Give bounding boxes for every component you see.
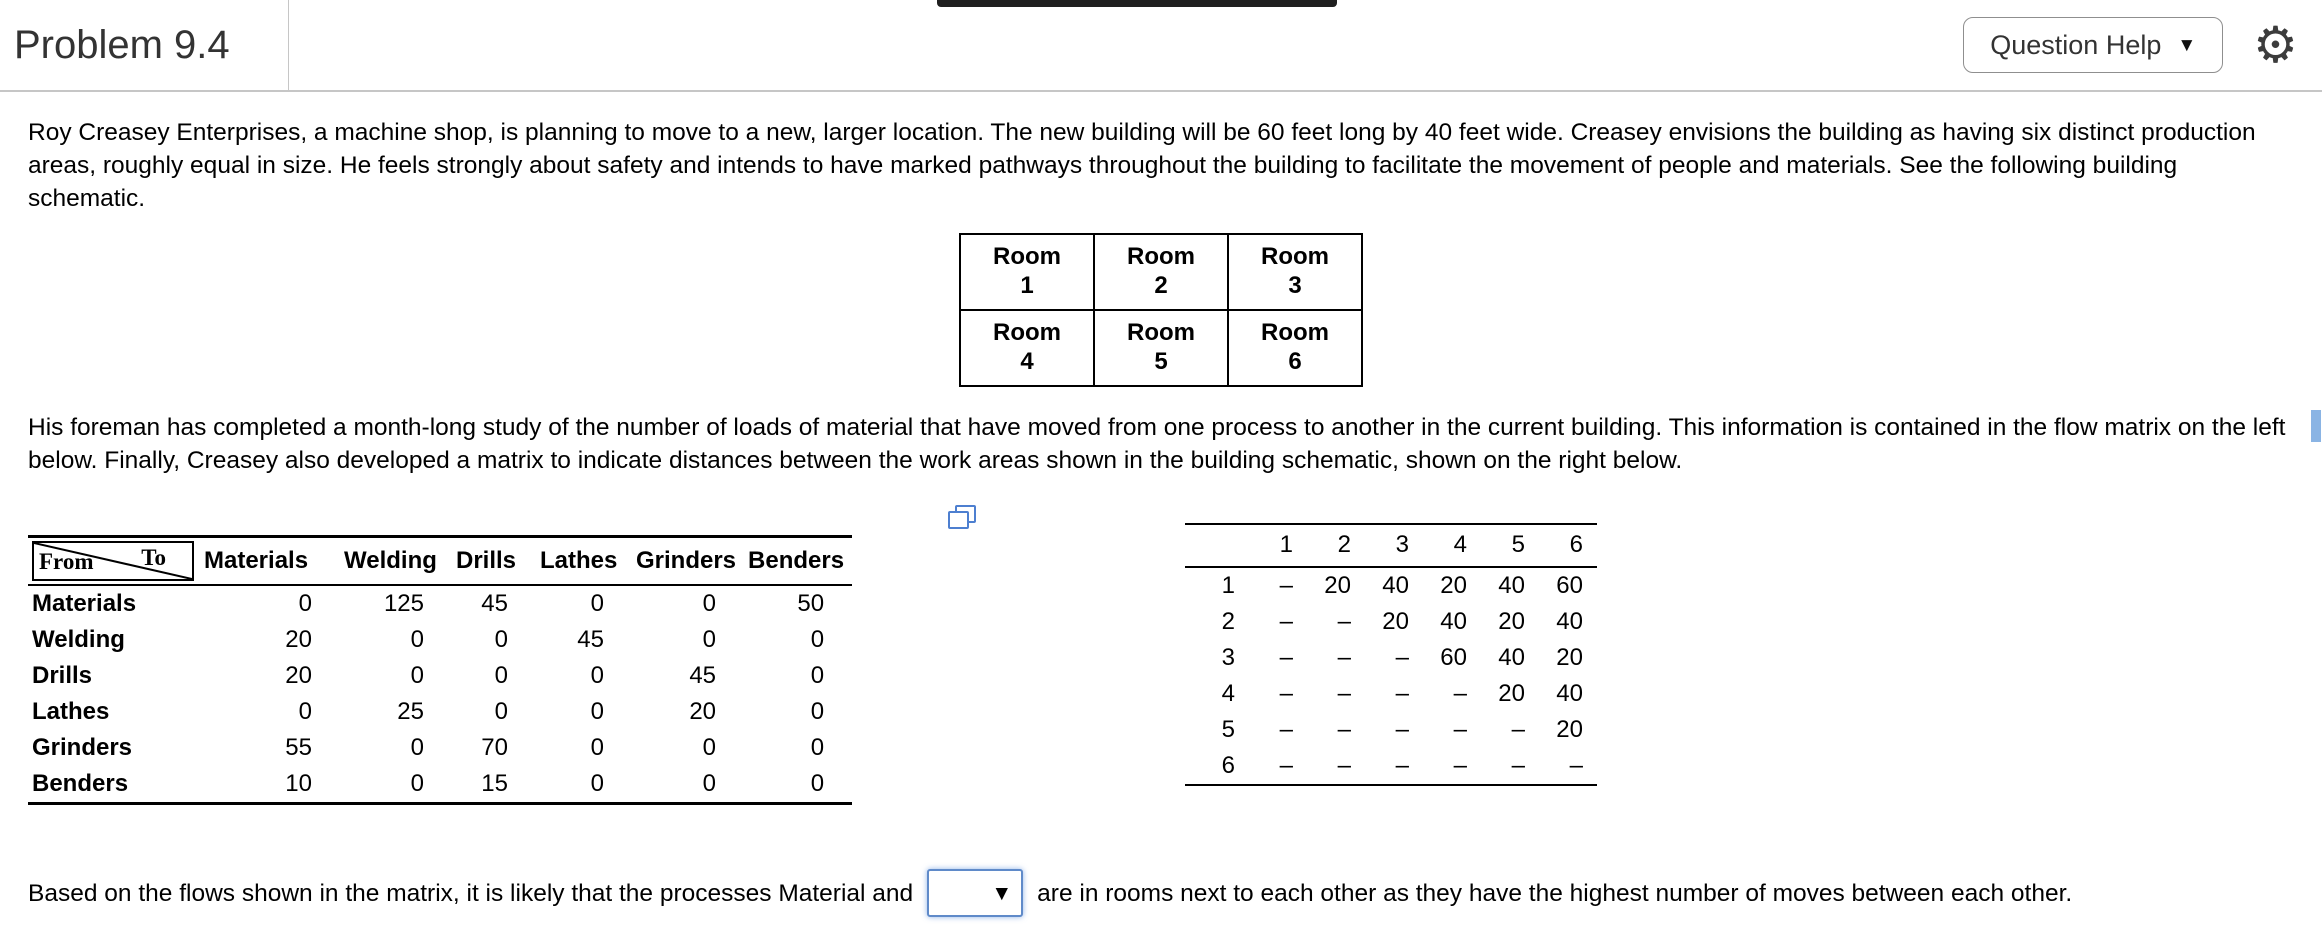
page-title: Problem 9.4 (14, 22, 230, 67)
distance-column-header: 2 (1337, 531, 1351, 558)
problem-body (0, 116, 2322, 917)
flow-cell: 0 (410, 770, 424, 797)
flow-row-label: Grinders (32, 734, 133, 761)
flow-column-header: Welding (344, 547, 437, 574)
schematic-row (960, 310, 1362, 386)
distance-cell: – (1337, 680, 1351, 707)
distance-cell: – (1511, 752, 1525, 779)
distance-cell: – (1279, 572, 1293, 599)
flow-cell: 0 (494, 626, 508, 653)
flow-row (28, 766, 852, 804)
schematic-cell (960, 234, 1094, 310)
flow-cell: 0 (810, 698, 825, 725)
distance-row-label: 1 (1221, 572, 1235, 599)
answer-dropdown[interactable] (927, 869, 1023, 917)
to-label: To (141, 545, 166, 570)
distance-cell: – (1395, 752, 1409, 779)
cutoff-ui-element (937, 0, 1337, 7)
flow-cell: 0 (702, 770, 717, 797)
distance-cell: – (1569, 752, 1583, 779)
flow-cell: 20 (285, 626, 312, 653)
from-label: From (39, 549, 94, 574)
dropdown-caret-icon: ▼ (991, 881, 1013, 905)
distance-cell: 60 (1440, 644, 1467, 671)
header-actions (1963, 0, 2322, 90)
title-box (0, 0, 289, 90)
distance-cell: 20 (1498, 680, 1525, 707)
flow-cell: 20 (689, 698, 717, 725)
distance-cell: 40 (1498, 572, 1525, 599)
distance-corner-cell (1185, 524, 1249, 567)
room-number: 6 (1288, 348, 1302, 375)
flow-cell: 0 (494, 698, 508, 725)
room-label: Room (993, 243, 1061, 270)
distance-row-label: 3 (1221, 644, 1235, 671)
flow-cell: 0 (410, 626, 424, 653)
distance-cell: – (1337, 716, 1351, 743)
flow-row (28, 658, 852, 694)
distance-cell: – (1279, 680, 1293, 707)
distance-cell: 40 (1382, 572, 1409, 599)
flow-cell: 0 (590, 662, 604, 689)
flow-row (28, 730, 852, 766)
flow-cell: 0 (810, 770, 825, 797)
distance-cell: 20 (1382, 608, 1409, 635)
distance-cell: 20 (1440, 572, 1467, 599)
distance-cell: 40 (1498, 644, 1525, 671)
distance-cell: – (1337, 752, 1351, 779)
distance-cell: 60 (1556, 572, 1583, 599)
distance-row-label: 6 (1221, 752, 1235, 779)
from-to-corner-cell (28, 537, 200, 586)
flow-row-label: Materials (32, 590, 137, 617)
distance-row-label: 5 (1221, 716, 1235, 743)
flow-cell: 0 (410, 662, 424, 689)
flow-row-label: Benders (32, 770, 129, 797)
room-label: Room (1261, 243, 1329, 270)
question-sentence (28, 869, 2294, 917)
flow-column-header: Drills (456, 547, 517, 574)
distance-matrix-container (1185, 523, 1597, 786)
flow-cell: 50 (797, 590, 825, 617)
building-schematic-table (959, 233, 1363, 387)
distance-cell: 40 (1440, 608, 1467, 635)
schematic-row (960, 234, 1362, 310)
flow-row (28, 585, 852, 622)
flow-cell: 25 (397, 698, 424, 725)
flow-row-label: Drills (32, 662, 93, 689)
room-label: Room (1127, 243, 1195, 270)
flow-cell: 70 (481, 734, 508, 761)
flow-cell: 0 (810, 626, 825, 653)
flow-row-label: Welding (32, 626, 125, 653)
flow-cell: 0 (590, 770, 604, 797)
schematic-cell (1094, 234, 1228, 310)
flow-column-header: Grinders (636, 547, 737, 574)
question-text-after: are in rooms next to each other as they have the highest number of moves between each other. (1037, 879, 2073, 907)
flow-cell: 20 (285, 662, 312, 689)
distance-cell: – (1279, 644, 1293, 671)
distance-cell: – (1337, 644, 1351, 671)
flow-cell: 0 (410, 734, 424, 761)
distance-row (1185, 604, 1597, 640)
distance-cell: – (1279, 608, 1293, 635)
schematic-cell (1094, 310, 1228, 386)
distance-row (1185, 748, 1597, 785)
distance-column-header: 3 (1395, 531, 1409, 558)
flow-column-header: Materials (204, 547, 309, 574)
distance-cell: 20 (1324, 572, 1351, 599)
matrices-region (0, 505, 2322, 843)
flow-cell: 55 (285, 734, 312, 761)
distance-cell: 40 (1556, 680, 1583, 707)
from-to-corner-box (32, 541, 194, 581)
flow-column-header: Lathes (540, 547, 618, 574)
flow-cell: 125 (383, 590, 424, 617)
distance-cell: 20 (1498, 608, 1525, 635)
distance-row-label: 4 (1221, 680, 1235, 707)
popout-copy-icon[interactable] (948, 505, 976, 529)
question-text-before: Based on the flows shown in the matrix, it is likely that the processes Material and (28, 879, 914, 907)
room-number: 3 (1288, 272, 1302, 299)
distance-column-header: 1 (1279, 531, 1293, 558)
flow-cell: 10 (285, 770, 312, 797)
distance-column-header: 6 (1569, 531, 1583, 558)
room-number: 5 (1154, 348, 1168, 375)
room-number: 1 (1020, 272, 1034, 299)
distance-cell: – (1279, 716, 1293, 743)
schematic-cell (960, 310, 1094, 386)
flow-cell: 0 (298, 590, 312, 617)
problem-header (0, 0, 2322, 92)
flow-header-row (28, 537, 852, 586)
distance-header-row (1185, 524, 1597, 567)
room-number: 4 (1020, 348, 1034, 375)
flow-row-label: Lathes (32, 698, 110, 725)
distance-cell: – (1453, 716, 1467, 743)
question-help-button[interactable] (1963, 17, 2223, 73)
flow-cell: 0 (702, 626, 717, 653)
room-label: Room (993, 319, 1061, 346)
flow-cell: 45 (689, 662, 717, 689)
distance-cell: 20 (1556, 716, 1583, 743)
distance-cell: – (1395, 680, 1409, 707)
flow-row (28, 622, 852, 658)
distance-column-header: 4 (1453, 531, 1467, 558)
distance-cell: 40 (1556, 608, 1583, 635)
flow-cell: 45 (577, 626, 604, 653)
flow-cell: 15 (481, 770, 508, 797)
distance-row (1185, 712, 1597, 748)
distance-cell: – (1395, 716, 1409, 743)
room-number: 2 (1154, 272, 1168, 299)
distance-cell: – (1337, 608, 1351, 635)
flow-cell: 0 (590, 590, 604, 617)
question-help-label: Question Help (1990, 29, 2162, 60)
flow-cell: 0 (810, 734, 825, 761)
study-paragraph: His foreman has completed a month-long study of the number of loads of material that have moved from one process to another in the current building. This information is contained in the flow matrix on the left below. Finally, Creasey also developed a matrix to indicate distances between the work areas shown in the building schematic, shown on the right below. (28, 414, 2286, 474)
flow-cell: 0 (590, 698, 604, 725)
flow-cell: 0 (590, 734, 604, 761)
distance-cell: – (1453, 680, 1467, 707)
distance-row-label: 2 (1221, 608, 1235, 635)
distance-cell: – (1511, 716, 1525, 743)
schematic-cell (1228, 310, 1362, 386)
flow-cell: 0 (494, 662, 508, 689)
schematic-cell (1228, 234, 1362, 310)
distance-cell: – (1395, 644, 1409, 671)
distance-column-header: 5 (1511, 531, 1525, 558)
flow-cell: 0 (298, 698, 312, 725)
caret-down-icon: ▼ (2177, 34, 2197, 56)
distance-cell: – (1453, 752, 1467, 779)
flow-cell: 0 (702, 734, 717, 761)
gear-icon[interactable]: ⚙ (2253, 17, 2298, 73)
room-label: Room (1261, 319, 1329, 346)
flow-cell: 0 (702, 590, 717, 617)
distance-row (1185, 676, 1597, 712)
text-cursor (2311, 410, 2321, 442)
distance-row (1185, 640, 1597, 676)
distance-cell: – (1279, 752, 1293, 779)
distance-matrix-table (1185, 523, 1597, 786)
flow-column-header: Benders (748, 547, 845, 574)
flow-row (28, 694, 852, 730)
room-label: Room (1127, 319, 1195, 346)
flow-matrix-table (28, 535, 852, 805)
distance-cell: 20 (1556, 644, 1583, 671)
flow-matrix-container (28, 535, 852, 805)
intro-paragraph: Roy Creasey Enterprises, a machine shop, is planning to move to a new, larger location. The new building will be 60 feet long by 40 feet wide. Creasey envisions the building as having six distinct production areas, roughly equal in size. He feels strongly about safety and intends to have marked pathways throughout the building to facilitate the movement of people and materials. See the following building schematic. (28, 119, 2256, 212)
distance-row (1185, 567, 1597, 604)
flow-cell: 0 (810, 662, 825, 689)
flow-cell: 45 (481, 590, 508, 617)
